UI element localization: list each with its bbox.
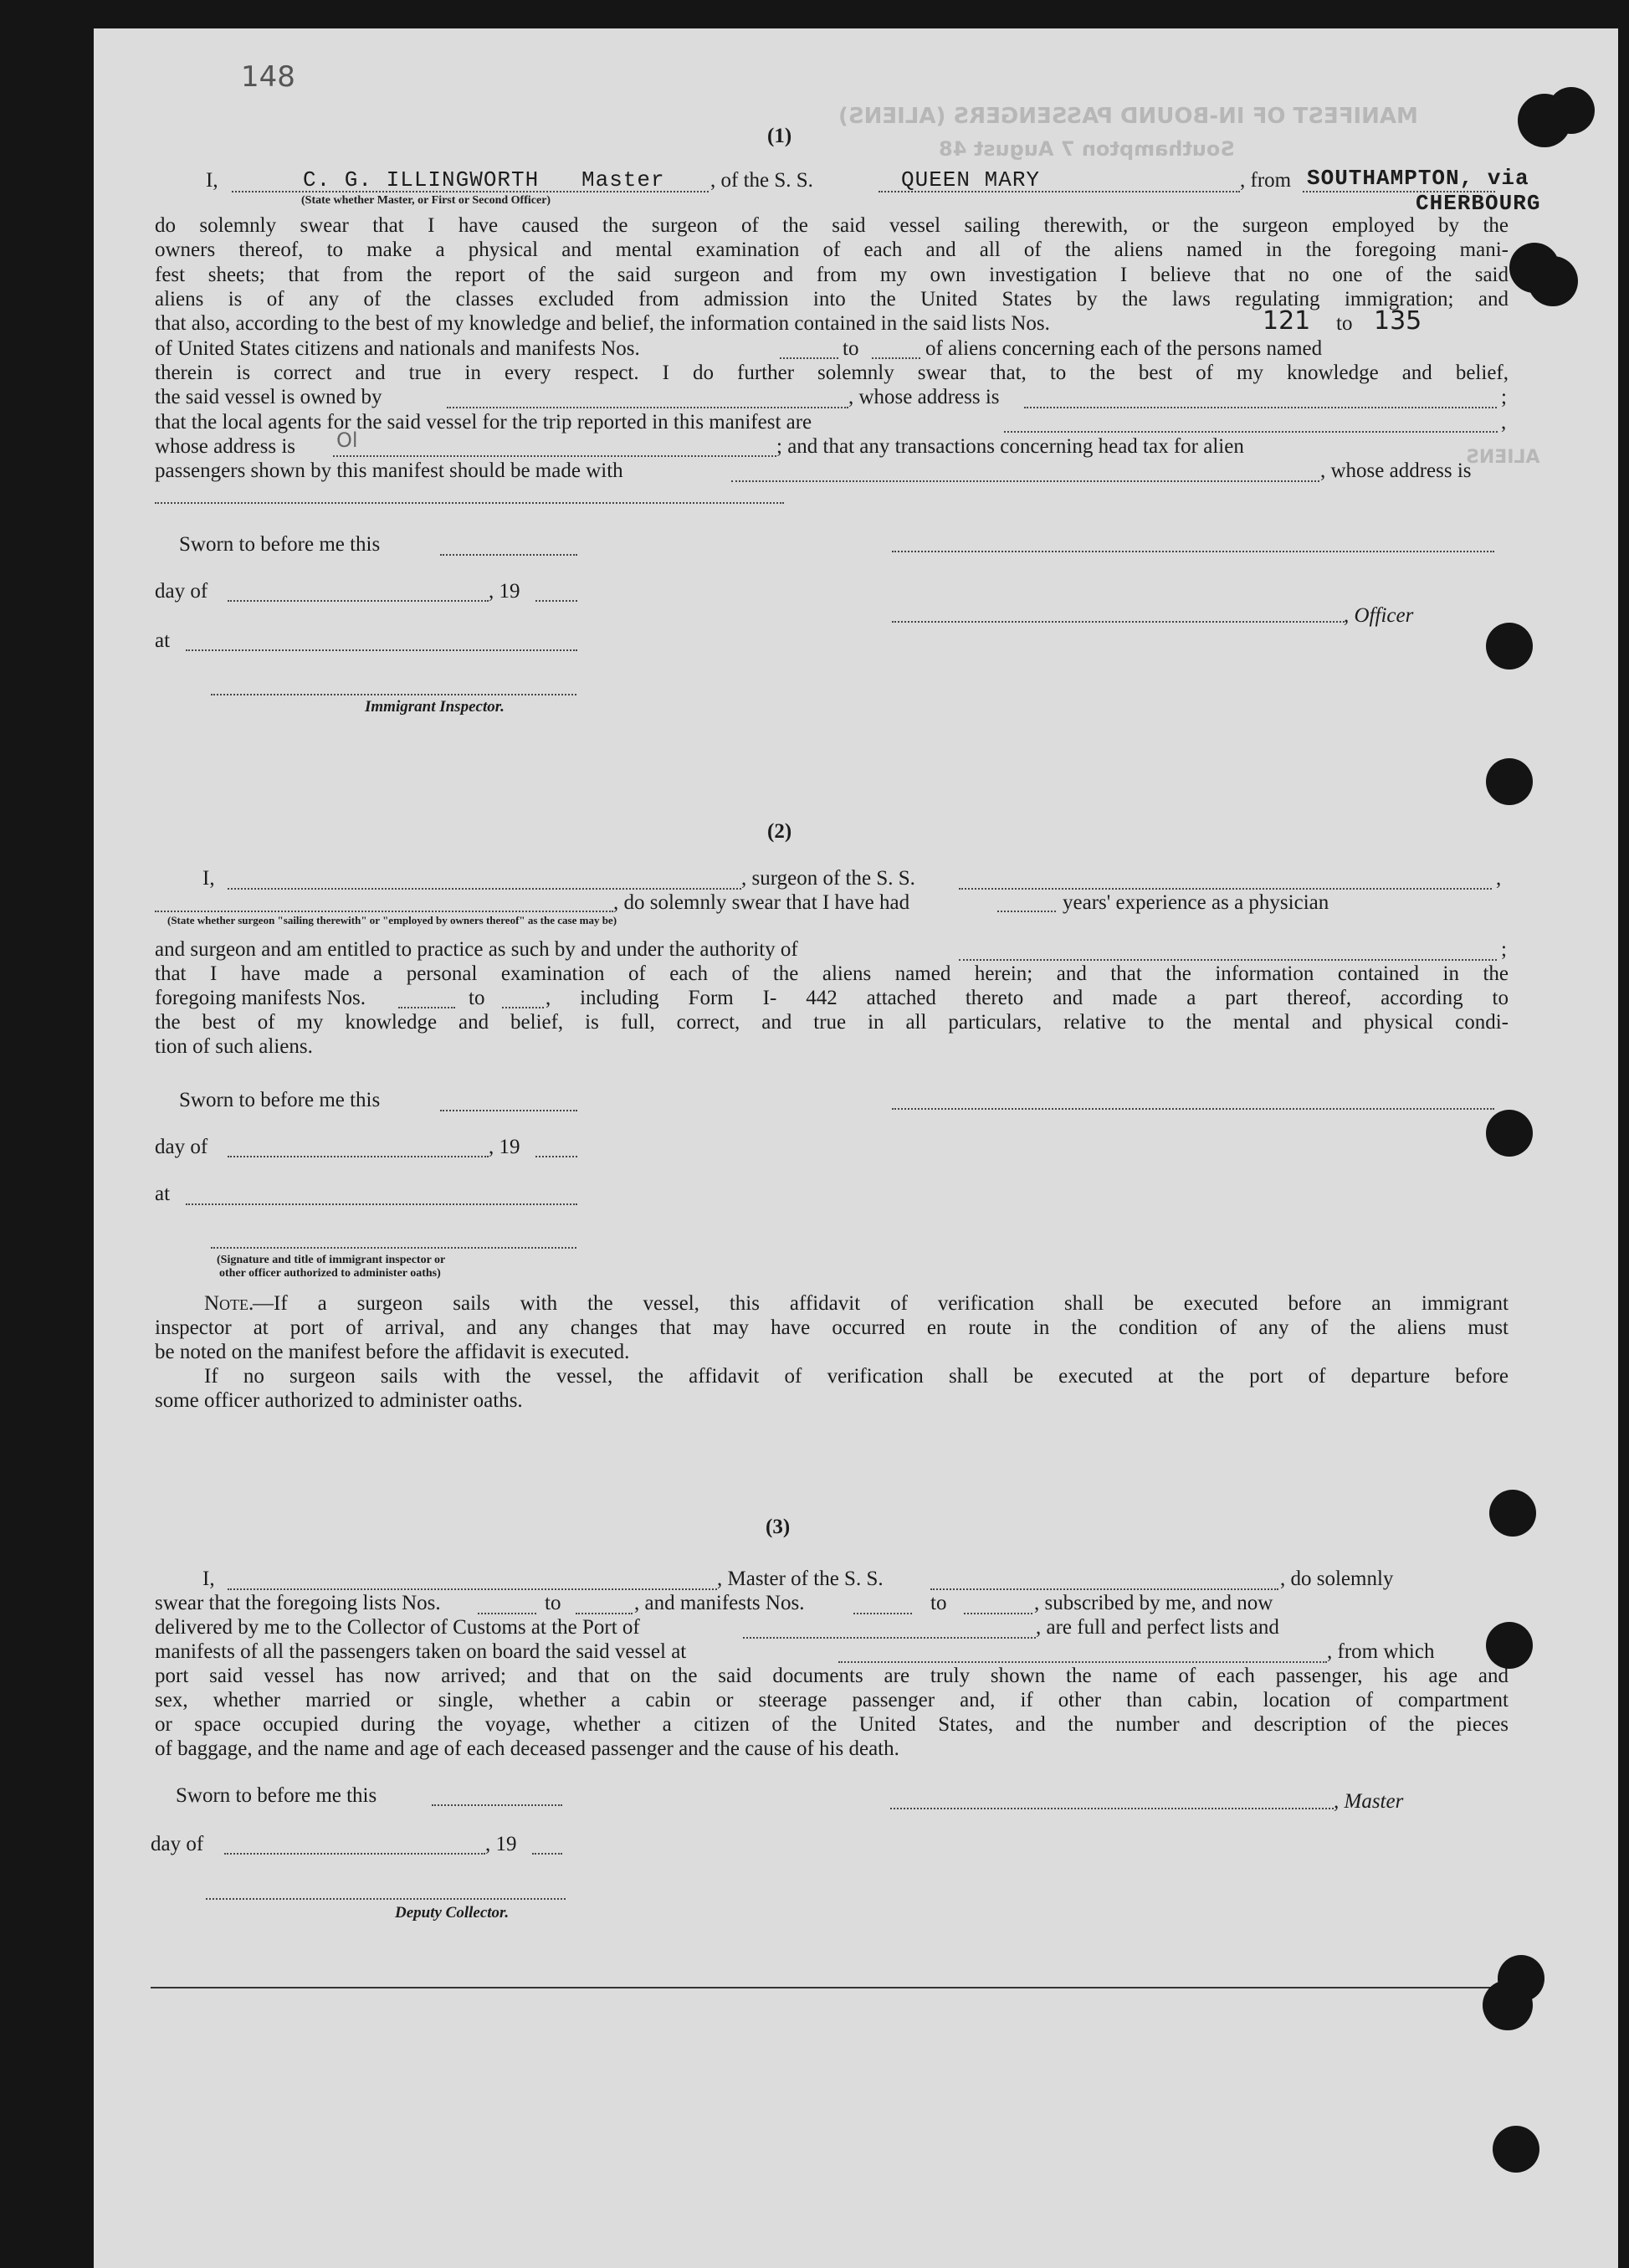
s1-owner-address-line [1024,407,1497,408]
s2-manifest-to-line [502,1007,544,1008]
s3-master-sig-line [890,1808,1334,1809]
s3-sworn: Sworn to before me this [176,1784,377,1807]
s2-line-7: tion of such aliens. [155,1035,313,1058]
s1-agents-line [1004,431,1498,433]
s2-swear: , do solemnly swear that I have had [613,891,910,914]
s1-signature-line [892,551,1494,552]
s2-line-5a: foregoing manifests Nos. [155,987,366,1009]
s2-line-4: that I have made a personal examination of each of the aliens named herein; and that the information contained in the [155,962,1509,985]
s2-sworn-line [440,1110,577,1111]
s1-manifest-from-line [780,357,838,359]
s1-port-from: SOUTHAMPTON, via [1307,166,1529,191]
s1-officer-line [892,621,1345,623]
s3-year-line [532,1853,562,1855]
bleed-through-header: MANIFEST OF IN-BOUND PASSENGERS (ALIENS) [838,104,1418,129]
s1-sworn: Sworn to before me this [179,533,381,556]
s2-at: at [155,1183,171,1205]
s1-port-via: CHERBOURG [1416,191,1541,216]
s2-sig-note-2: other officer authorized to administer oaths) [219,1267,441,1280]
s1-day-of: day of [155,580,208,603]
s2-note-label: Note. [204,1292,254,1315]
s3-line-2c: , subscribed by me, and now [1034,1592,1273,1614]
s3-line-6: sex, whether married or single, whether a cabin or steerage passenger and, if other than cabin, location of compartment [155,1689,1509,1711]
s3-master-of: , Master of the S. S. [717,1568,884,1590]
s2-line-5b: , including Form I- 442 attached thereto and made a part thereof, according to [546,987,1509,1009]
s3-lead-i: I, [202,1568,215,1590]
s3-boarded-line [838,1661,1327,1663]
bleed-through-fragment: ALIENS [1466,447,1540,468]
punch-hole [1486,758,1533,805]
s2-note-line-5: some officer authorized to administer oaths. [155,1389,523,1412]
s1-state-note: (State whether Master, or First or Second Officer) [301,194,551,207]
section-3-number: (3) [766,1516,791,1538]
s1-year-line [535,600,577,602]
s2-line-6: the best of my knowledge and belief, is full, correct, and true in all particulars, relative to the mental and physical condi- [155,1011,1509,1034]
s2-day-of: day of [155,1136,208,1158]
punch-hole [1548,87,1595,134]
s2-comma: , [1496,867,1502,890]
section-1-number: (1) [767,125,792,147]
s1-line-7: therein is correct and true in every respect. I do further solemnly swear that, to the best of my knowledge and belief, [155,362,1509,384]
s3-line-2a: swear that the foregoing lists Nos. [155,1592,441,1614]
s3-line-7: or space occupied during the voyage, whether a citizen of the United States, and the number and description of the pieces [155,1713,1509,1736]
s1-line-3: fest sheets; that from the report of the said surgeon and from my own investigation I believe that no one of the said [155,264,1509,286]
s3-day-line [224,1853,485,1855]
punch-hole [1483,1980,1533,2030]
s1-manifest-to-line [872,357,920,359]
s3-collector-label: Deputy Collector. [395,1904,510,1922]
s1-line-1: do solemnly swear that I have caused the surgeon of the said vessel sailing therewith, or the surgeon employed by the [155,214,1509,237]
s3-line-5: port said vessel has now arrived; and that on the said documents are truly shown the name of each passenger, his age and [155,1665,1509,1687]
s1-line-8-end: ; [1501,386,1507,408]
s1-line-4: aliens is of any of the classes excluded from admission into the United States by the laws regulating immigration; and [155,288,1509,310]
s1-line-10a: whose address is [155,435,296,458]
s3-day-of: day of [151,1833,204,1855]
s3-year: , 19 [485,1833,517,1855]
s1-line-8a: the said vessel is owned by [155,386,382,408]
s1-line-9-end: , [1501,411,1507,434]
s1-headtax-address-line [155,502,784,504]
s2-note-line-2: inspector at port of arrival, and any changes that may have occurred en route in the condition of any of the aliens must [155,1316,1509,1339]
s1-line-8b: , whose address is [848,386,1000,408]
corner-handwritten-mark: 148 [241,60,295,94]
s3-line-4a: manifests of all the passengers taken on board the said vessel at [155,1640,687,1663]
s1-line-11b: , whose address is [1320,459,1472,482]
s1-of-ss: , of the S. S. [710,169,813,192]
s1-headtax-line [731,480,1319,482]
s3-list-from-line [478,1613,536,1614]
s2-inspector-line [211,1247,576,1249]
s1-line-10b: ; and that any transactions concerning head tax for alien [776,435,1244,458]
form-page [94,28,1618,2268]
s2-years: years' experience as a physician [1063,891,1329,914]
s3-master-name-line [228,1588,717,1590]
bleed-through-subheader: Southampton 7 August 48 [939,137,1235,161]
s2-years-line [997,911,1056,912]
s3-list-to-line [576,1613,633,1614]
s1-sworn-line [440,554,577,556]
s3-line-2-to2: to [930,1592,947,1614]
s3-line-3b: , are full and perfect lists and [1036,1616,1279,1639]
s1-list-from: 121 [1263,306,1311,336]
s1-inspector-label: Immigrant Inspector. [365,698,505,716]
s1-agents-address-line [333,455,776,457]
s2-surgeon-of: , surgeon of the S. S. [741,867,915,890]
s2-surgeon-name-line [228,888,741,890]
punch-hole [1489,1490,1536,1537]
s2-at-line [186,1203,577,1205]
s1-line-6b: of aliens concerning each of the persons named [925,337,1323,360]
s2-ship-line [959,888,1492,890]
s3-master: , Master [1334,1790,1404,1813]
s2-note-line-1: —If a surgeon sails with the vessel, this affidavit of verification shall be executed before an immigrant [253,1292,1509,1315]
s2-note-line-4: If no surgeon sails with the vessel, the affidavit of verification shall be executed at the port of departure before [204,1365,1509,1388]
bottom-rule [151,1987,1498,1988]
s3-sworn-line [432,1804,562,1806]
s1-list-to: 135 [1374,306,1422,336]
s1-agents-address-mark: Ol [336,428,358,452]
s2-note-line-3: be noted on the manifest before the affidavit is executed. [155,1341,630,1363]
punch-hole [1486,1622,1533,1669]
section-2-number: (2) [767,820,792,843]
s1-inspector-line [211,694,576,695]
s2-year: , 19 [489,1136,520,1158]
s3-solemnly: , do solemnly [1280,1568,1394,1590]
s1-day-line [228,600,489,602]
s1-owner-line [447,407,848,408]
s2-authority-line [959,959,1497,961]
s3-ship-line [930,1588,1278,1590]
s2-sworn: Sworn to before me this [179,1089,381,1111]
s3-line-2b: , and manifests Nos. [634,1592,805,1614]
s1-line-6-to: to [843,337,859,360]
s1-from: , from [1240,169,1292,192]
s1-at: at [155,629,171,652]
s3-port-line [743,1637,1036,1639]
s3-collector-line [206,1898,566,1900]
s1-line-11a: passengers shown by this manifest should be made with [155,459,623,482]
s1-master-title: Master [581,167,665,192]
s3-line-4b: , from which [1327,1640,1435,1663]
punch-hole [1486,1110,1533,1157]
s1-master-name: C. G. ILLINGWORTH [303,167,540,192]
s1-lead-i: I, [206,169,218,192]
s1-line-2: owners thereof, to make a physical and mental examination of each and all of the aliens named in the foregoing mani- [155,239,1509,261]
s2-line-3-end: ; [1501,938,1507,961]
s1-year: , 19 [489,580,520,603]
s1-line-9: that the local agents for the said vessel for the trip reported in this manifest are [155,411,812,434]
s2-line-3: and surgeon and am entitled to practice as such by and under the authority of [155,938,798,961]
s2-manifest-from-line [398,1007,455,1008]
s2-state-note: (State whether surgeon "sailing therewith" or "employed by owners thereof" as the case may be) [167,914,617,926]
s3-line-2-to1: to [545,1592,561,1614]
s2-sig-note-1: (Signature and title of immigrant inspector or [217,1254,446,1266]
s3-manifest-from-line [853,1613,912,1614]
s1-list-to-word: to [1336,312,1353,335]
punch-hole [1486,623,1533,670]
s2-year-line [535,1156,577,1157]
s2-line-5-to: to [469,987,485,1009]
s3-manifest-to-line [964,1613,1032,1614]
s2-status-line [155,911,613,912]
s2-lead-i: I, [202,867,215,890]
s2-signature-line [892,1108,1494,1110]
s3-line-3a: delivered by me to the Collector of Customs at the Port of [155,1616,640,1639]
s1-line-5: that also, according to the best of my knowledge and belief, the information contained in the said lists Nos. [155,312,1050,335]
s1-officer: , Officer [1344,604,1414,627]
punch-hole [1528,256,1578,306]
s2-day-line [228,1156,489,1157]
s1-line-6a: of United States citizens and nationals and manifests Nos. [155,337,640,360]
s1-at-line [186,649,577,651]
s1-ship-name: QUEEN MARY [901,167,1041,192]
punch-hole [1493,2126,1539,2173]
s3-line-8: of baggage, and the name and age of each deceased passenger and the cause of his death. [155,1737,899,1760]
